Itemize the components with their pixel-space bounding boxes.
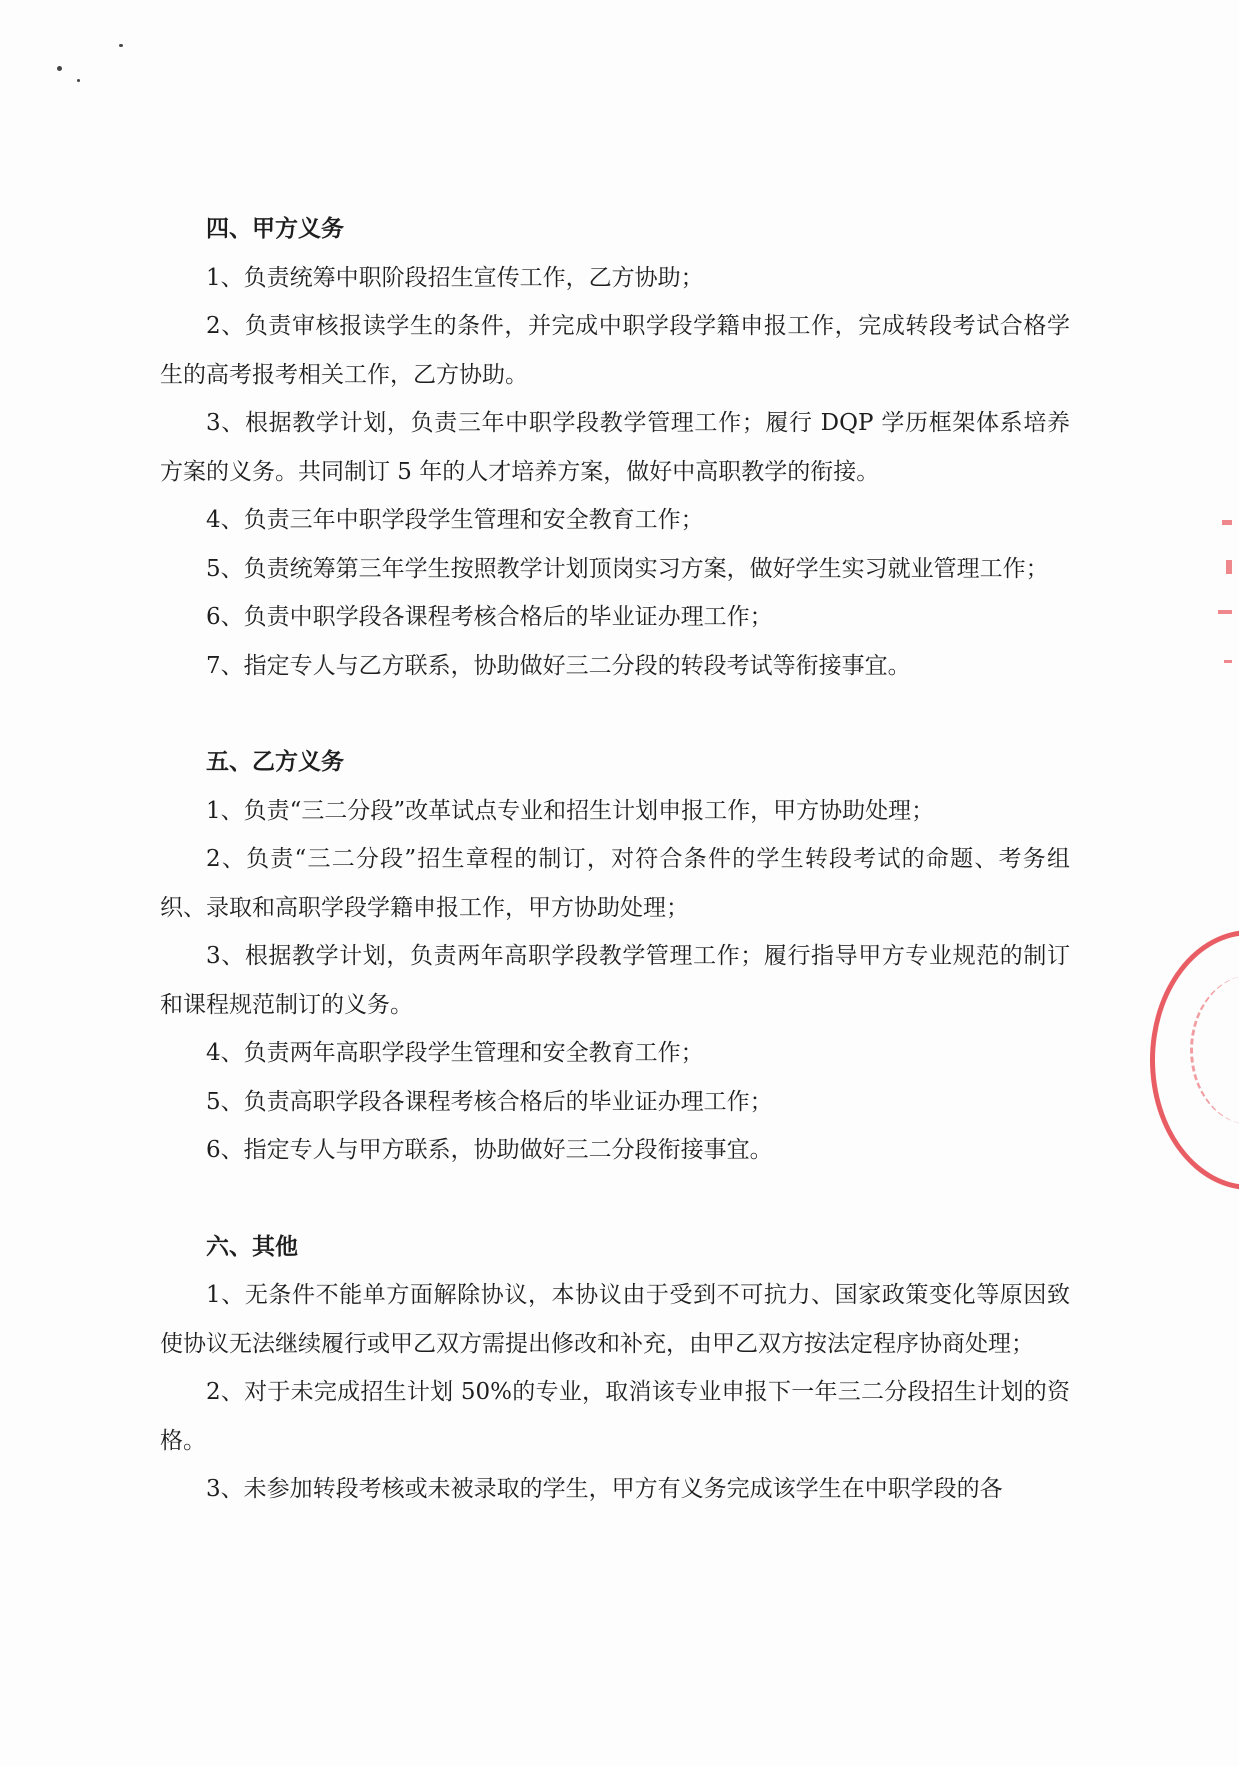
clause-item: 5、负责高职学段各课程考核合格后的毕业证办理工作； (206, 1088, 773, 1115)
clause-item: 3、根据教学计划，负责三年中职学段教学管理工作；履行 DQP 学历框架体系培养方案的义务。共同制订 5 年的人才培养方案，做好中高职教学的衔接。 (160, 410, 1070, 485)
clause-item: 4、负责两年高职学段学生管理和安全教育工作； (206, 1040, 704, 1066)
clause-item: 1、负责“三二分段”改革试点专业和招生计划申报工作，甲方协助处理； (206, 797, 935, 824)
clause-item: 6、指定专人与甲方联系，协助做好三二分段衔接事宜。 (206, 1137, 773, 1163)
clause-item: 2、负责审核报读学生的条件，并完成中职学段学籍申报工作，完成转段考试合格学生的高考报考相关工作，乙方协助。 (160, 313, 1070, 388)
seam-seal-mark (1218, 610, 1232, 614)
section-party-a-obligations (160, 205, 1070, 690)
clause-item: 1、负责统筹中职阶段招生宣传工作，乙方协助； (206, 264, 704, 291)
seam-seal-mark (1226, 560, 1232, 574)
clause-item: 2、对于未完成招生计划 50%的专业，取消该专业申报下一年三二分段招生计划的资格。 (160, 1379, 1070, 1454)
section-other (160, 1223, 1070, 1514)
scan-speck (77, 79, 80, 82)
seam-seal-mark (1222, 520, 1232, 525)
clause-item: 2、负责“三二分段”招生章程的制订，对符合条件的学生转段考试的命题、考务组织、录取和高职学段学籍申报工作，甲方协助处理； (160, 846, 1070, 921)
clause-item: 6、负责中职学段各课程考核合格后的毕业证办理工作； (206, 604, 773, 630)
scan-speck (119, 44, 123, 47)
clause-item: 3、根据教学计划，负责两年高职学段教学管理工作；履行指导甲方专业规范的制订和课程规范制订的义务。 (160, 943, 1070, 1018)
clause-item: 1、无条件不能单方面解除协议，本协议由于受到不可抗力、国家政策变化等原因致使协议无法继续履行或甲乙双方需提出修改和补充，由甲乙双方按法定程序协商处理； (160, 1282, 1070, 1357)
clause-item: 4、负责三年中职学段学生管理和安全教育工作； (206, 507, 704, 533)
section-heading: 四、甲方义务 (206, 216, 344, 242)
clause-item: 7、指定专人与乙方联系，协助做好三二分段的转段考试等衔接事宜。 (206, 652, 911, 679)
section-heading: 六、其他 (206, 1233, 298, 1260)
document-body (160, 205, 1070, 1562)
clause-item: 5、负责统筹第三年学生按照教学计划顶岗实习方案，做好学生实习就业管理工作； (206, 555, 1049, 582)
scan-speck (57, 66, 62, 71)
seam-seal-mark (1224, 660, 1232, 663)
section-heading: 五、乙方义务 (206, 749, 344, 775)
clause-item: 3、未参加转段考核或未被录取的学生，甲方有义务完成该学生在中职学段的各 (206, 1476, 1003, 1502)
section-party-b-obligations (160, 738, 1070, 1175)
